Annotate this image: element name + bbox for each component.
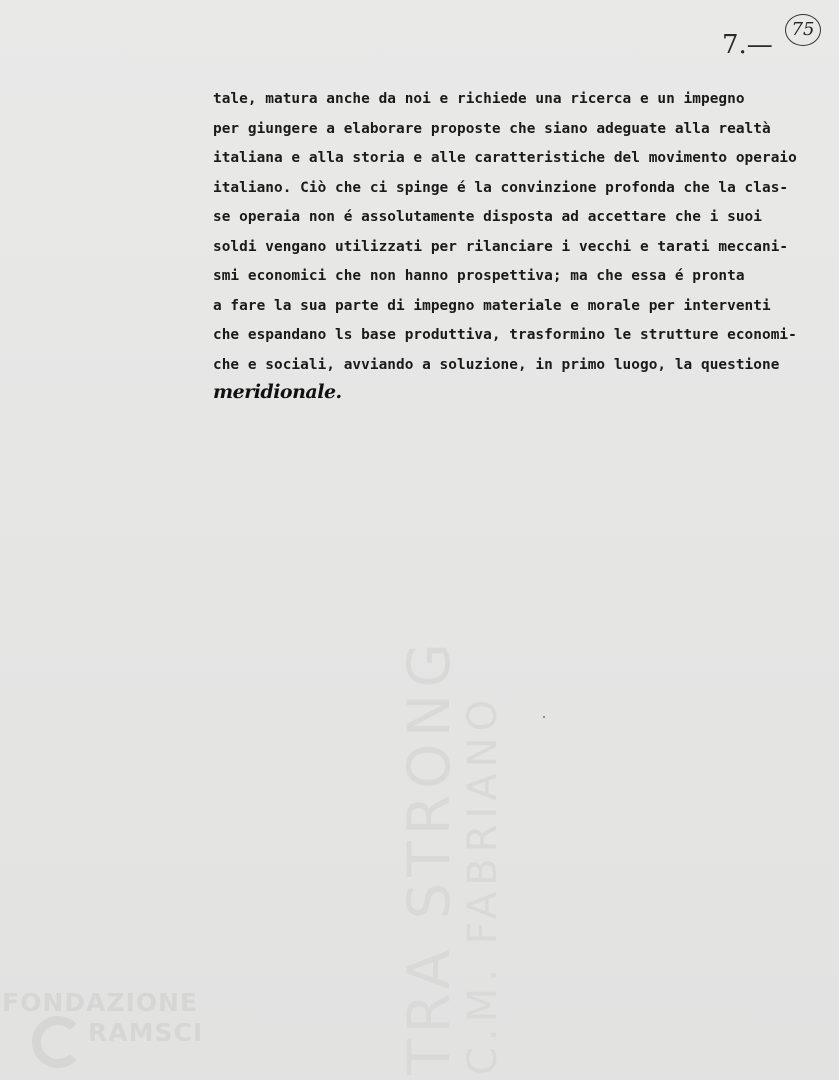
handwritten-word: meridionale. [213, 381, 342, 403]
text-line: smi economici che non hanno prospettiva; ma che essa é pronta [213, 268, 745, 284]
text-line: che e sociali, avviando a soluzione, in primo luogo, la questione [213, 356, 780, 373]
text-line: che espandano ls base produttiva, trasformino le strutture economi- [213, 327, 797, 343]
logo-text-bottom: RAMSCI [88, 1018, 204, 1047]
text-line: a fare la sua parte di impegno materiale e morale per interventi [213, 297, 771, 314]
text-line: soldi vengano utilizzati per rilanciare i vecchi e tarati meccani- [213, 238, 789, 255]
paper-speck [543, 716, 545, 718]
typed-text-block [213, 85, 797, 380]
text-line: italiano. Ciò che ci spinge é la convinzione profonda che la clas- [213, 179, 789, 196]
archive-number: 75 [785, 14, 821, 46]
text-line: per giungere a elaborare proposte che siano adeguate alla realtà [213, 120, 771, 137]
text-line: tale, matura anche da noi e richiede una ricerca e un impegno [213, 91, 745, 107]
page-number: 7.— [722, 30, 773, 60]
text-line: se operaia non é assolutamente disposta ad accettare che i suoi [213, 209, 762, 225]
paper-watermark-sub: C.M. FABRIANO [460, 693, 506, 1075]
fondazione-gramsci-logo [2, 988, 207, 1073]
text-line: italiana e alla storia e alle caratteristiche del movimento operaio [213, 150, 797, 166]
paper-watermark-main: TRA STRONG [395, 636, 463, 1075]
logo-text-top: FONDAZIONE [2, 988, 199, 1017]
logo-g-icon [32, 1016, 84, 1068]
